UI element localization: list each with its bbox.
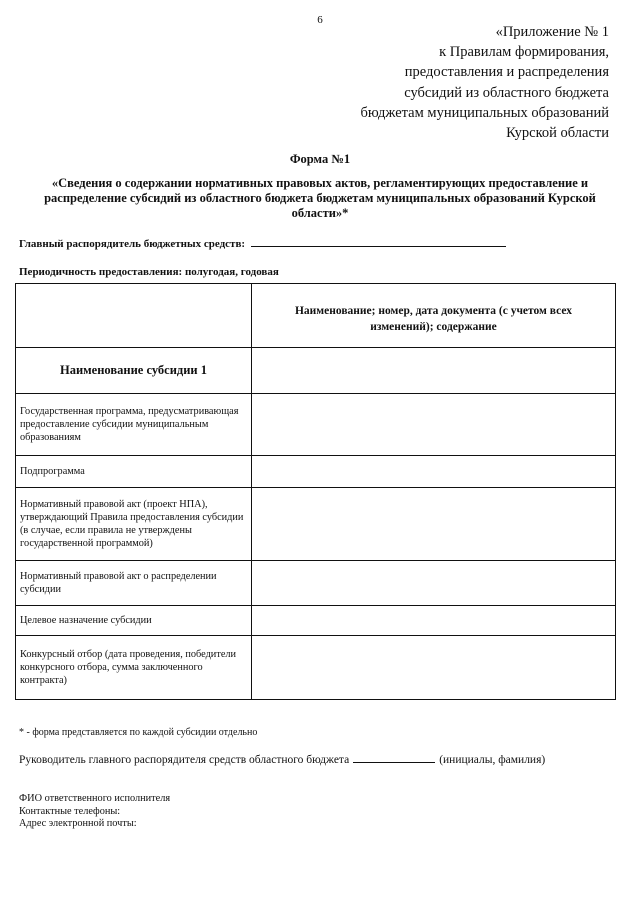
annex-line: предоставления и распределения bbox=[404, 64, 609, 81]
signature-suffix: (инициалы, фамилия) bbox=[439, 754, 546, 766]
table-row bbox=[16, 348, 616, 394]
signature-blank bbox=[353, 752, 435, 763]
table-header-row bbox=[16, 284, 616, 348]
annex-line: Курской области bbox=[506, 125, 609, 142]
table-cell bbox=[252, 456, 616, 488]
table-cell bbox=[252, 636, 616, 700]
table-header-left-cell bbox=[16, 284, 252, 348]
distributor-blank-line bbox=[251, 236, 506, 247]
table-cell: Конкурсный отбор (дата проведения, победители конкурсного отбора, сумма заключенного контракта) bbox=[16, 636, 252, 700]
annex-line: «Приложение № 1 bbox=[495, 24, 609, 40]
table-row bbox=[16, 394, 616, 456]
annex-line: субсидий из областного бюджета bbox=[404, 84, 609, 101]
table-cell: Нормативный правовой акт о распределении субсидии bbox=[16, 561, 252, 606]
table-header-right-cell bbox=[252, 284, 616, 348]
table-cell: Нормативный правовой акт (проект НПА), утверждающий Правила предоставления субсидии (в случае, если правила не утверждены государственной программой) bbox=[16, 488, 252, 561]
annex-header bbox=[279, 22, 609, 143]
table-cell: Подпрограмма bbox=[16, 456, 252, 488]
signature-label: Руководитель главного распорядителя средств областного бюджета bbox=[19, 754, 350, 766]
table-cell: Государственная программа, предусматривающая предоставление субсидии муниципальным образованиям bbox=[16, 394, 252, 456]
form-title: Форма №1 bbox=[289, 152, 351, 166]
table-row bbox=[16, 488, 616, 561]
table-cell bbox=[16, 348, 252, 394]
table-row bbox=[16, 606, 616, 636]
table-cell bbox=[252, 606, 616, 636]
distributor-field bbox=[19, 236, 619, 250]
annex-line: бюджетам муниципальных образований bbox=[360, 104, 609, 121]
periodicity-text: Периодичность предоставления: полугодая, годовая bbox=[19, 266, 279, 278]
distributor-label: Главный распорядитель бюджетных средств: bbox=[19, 238, 246, 250]
table-cell bbox=[252, 394, 616, 456]
contacts-block bbox=[19, 793, 170, 831]
table-row bbox=[16, 561, 616, 606]
table-cell bbox=[252, 488, 616, 561]
footnote: * - форма представляется по каждой субсидии отдельно bbox=[19, 727, 258, 738]
table-cell bbox=[252, 561, 616, 606]
signature-line bbox=[19, 752, 545, 766]
contact-phones: Контактные телефоны: bbox=[19, 805, 121, 817]
table-row bbox=[16, 456, 616, 488]
table-cell: Целевое назначение субсидии bbox=[16, 606, 252, 636]
contact-fio: ФИО ответственного исполнителя bbox=[19, 793, 171, 804]
subsidy-title: Наименование субсидии 1 bbox=[59, 363, 208, 377]
table-cell bbox=[252, 348, 616, 394]
table-header-text: Наименование; номер, дата документа (с учетом всех изменений); содержание bbox=[294, 304, 572, 333]
table-row bbox=[16, 636, 616, 700]
contact-email: Адрес электронной почты: bbox=[19, 818, 137, 829]
form-subtitle: «Сведения о содержании нормативных правовых актов, регламентирующих предоставление и распределение субсидий из областного бюджета бюджетам муниципальных образований Курской области»* bbox=[44, 176, 596, 220]
page-number: 6 bbox=[317, 14, 323, 26]
subsidy-info-table bbox=[15, 283, 616, 700]
annex-line: к Правилам формирования, bbox=[439, 44, 609, 61]
